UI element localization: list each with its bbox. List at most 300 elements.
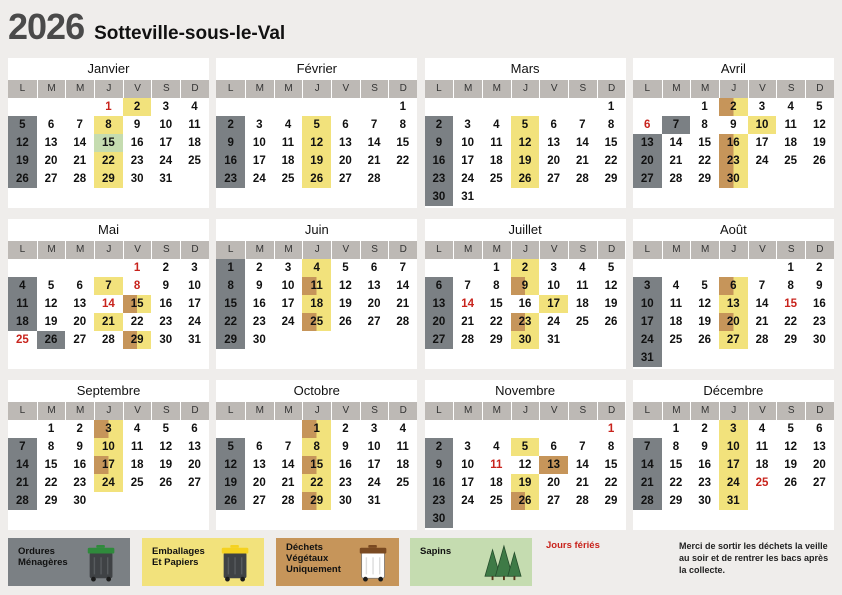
day-cell: 17 xyxy=(252,155,266,167)
days-grid xyxy=(633,98,834,188)
weekday-label: M xyxy=(482,241,511,259)
day-cell: 7 xyxy=(464,280,471,292)
day-cell: 3 xyxy=(191,262,198,274)
day-cell: 22 xyxy=(94,152,123,170)
day-cell: 10 xyxy=(367,441,381,453)
day-cell: 30 xyxy=(812,334,826,346)
day-cell: 16 xyxy=(425,474,454,492)
weekday-header xyxy=(8,80,209,98)
day-cell: 10 xyxy=(633,295,662,313)
day-cell: 30 xyxy=(159,334,173,346)
weekday-label: M xyxy=(245,80,274,98)
empty-cell xyxy=(37,98,66,116)
day-cell: 8 xyxy=(787,280,794,292)
day-cell: 26 xyxy=(698,334,711,346)
day-cell: 1 xyxy=(399,101,406,113)
day-cell: 15 xyxy=(784,298,798,310)
empty-cell xyxy=(302,98,331,116)
day-cell: 21 xyxy=(8,474,37,492)
day-cell: 29 xyxy=(489,334,503,346)
day-cell: 16 xyxy=(812,298,826,310)
empty-cell xyxy=(274,420,303,438)
day-cell: 28 xyxy=(281,495,295,507)
weekday-label: L xyxy=(425,80,454,98)
day-cell: 26 xyxy=(338,316,352,328)
weekday-header xyxy=(8,241,209,259)
day-cell: 17 xyxy=(159,137,173,149)
legend-vegetaux-line3: Uniquement xyxy=(286,564,341,575)
day-cell: 7 xyxy=(94,277,123,295)
day-cell: 23 xyxy=(159,316,173,328)
day-cell: 8 xyxy=(607,441,615,453)
day-cell: 13 xyxy=(367,280,381,292)
month-name: Septembre xyxy=(76,383,141,398)
day-cell: 29 xyxy=(44,495,58,507)
day-cell: 12 xyxy=(518,459,532,471)
days-grid xyxy=(633,420,834,510)
empty-cell xyxy=(65,259,94,277)
day-cell: 29 xyxy=(94,170,123,188)
day-cell: 24 xyxy=(252,173,266,185)
day-cell: 18 xyxy=(396,459,410,471)
weekday-header xyxy=(216,241,417,259)
weekday-label: M xyxy=(453,402,482,420)
day-cell: 31 xyxy=(461,191,475,203)
days-grid xyxy=(425,420,626,528)
day-cell: 31 xyxy=(159,173,173,185)
weekday-header xyxy=(425,241,626,259)
weekday-label: M xyxy=(690,80,719,98)
day-cell: 3 xyxy=(633,277,662,295)
yellow-lid-bin-icon xyxy=(218,544,254,582)
day-cell: 21 xyxy=(755,316,769,328)
day-cell: 5 xyxy=(216,438,245,456)
day-cell: 17 xyxy=(633,313,662,331)
empty-cell xyxy=(748,259,777,277)
weekday-label: V xyxy=(748,241,777,259)
month-name: Avril xyxy=(720,61,746,76)
day-cell: 15 xyxy=(396,137,410,149)
day-cell: 7 xyxy=(633,438,662,456)
weekday-label: M xyxy=(65,80,94,98)
weekday-label: M xyxy=(274,402,303,420)
empty-cell xyxy=(662,98,691,116)
day-cell: 8 xyxy=(133,280,141,292)
year-title: 2026 xyxy=(8,6,85,47)
month-panel xyxy=(216,219,417,369)
day-cell: 18 xyxy=(755,459,769,471)
day-cell: 14 xyxy=(461,298,475,310)
day-cell: 24 xyxy=(94,474,123,492)
weekday-label: J xyxy=(302,402,331,420)
day-cell: 29 xyxy=(698,173,711,185)
weekday-label: V xyxy=(539,241,568,259)
day-cell: 29 xyxy=(669,495,683,507)
day-cell: 7 xyxy=(370,119,378,131)
brown-lid-bin-icon xyxy=(356,544,392,582)
day-cell: 29 xyxy=(604,495,618,507)
empty-cell xyxy=(539,420,568,438)
day-cell: 18 xyxy=(784,137,798,149)
weekday-label: D xyxy=(180,80,209,98)
day-cell: 26 xyxy=(511,170,540,188)
day-cell: 14 xyxy=(669,137,683,149)
day-cell: 28 xyxy=(755,334,769,346)
weekday-label: J xyxy=(94,402,123,420)
day-cell: 2 xyxy=(816,262,823,274)
days-grid xyxy=(216,98,417,188)
day-cell: 22 xyxy=(604,155,618,167)
day-cell: 19 xyxy=(8,152,37,170)
day-cell: 14 xyxy=(102,298,115,310)
day-cell: 7 xyxy=(399,262,406,274)
weekday-label: L xyxy=(425,402,454,420)
day-cell: 24 xyxy=(281,316,295,328)
day-cell: 22 xyxy=(489,316,503,328)
month-panel xyxy=(425,219,626,369)
day-cell: 26 xyxy=(812,155,826,167)
days-grid xyxy=(425,259,626,349)
day-cell: 20 xyxy=(44,155,58,167)
day-cell: 9 xyxy=(425,456,454,474)
legend-jours-feries: Jours fériés xyxy=(546,540,600,551)
day-cell: 10 xyxy=(461,137,475,149)
day-cell: 1 xyxy=(133,262,141,274)
day-cell: 25 xyxy=(130,477,144,489)
weekday-label: J xyxy=(719,402,748,420)
day-cell: 20 xyxy=(633,152,662,170)
calendar-grid xyxy=(8,58,834,532)
day-cell: 4 xyxy=(579,262,586,274)
day-cell: 17 xyxy=(755,137,769,149)
empty-cell xyxy=(425,98,454,116)
day-cell: 4 xyxy=(133,423,141,435)
day-cell: 12 xyxy=(784,441,798,453)
day-cell: 31 xyxy=(367,495,381,507)
empty-cell xyxy=(37,259,66,277)
day-cell: 12 xyxy=(44,298,58,310)
day-cell: 19 xyxy=(812,137,826,149)
day-cell: 18 xyxy=(302,295,331,313)
day-cell: 6 xyxy=(370,262,378,274)
day-cell: 27 xyxy=(338,173,352,185)
day-cell: 11 xyxy=(490,459,503,471)
weekday-label: S xyxy=(568,402,597,420)
empty-cell xyxy=(453,98,482,116)
day-cell: 19 xyxy=(159,459,173,471)
weekday-label: L xyxy=(216,402,245,420)
day-cell: 5 xyxy=(47,280,55,292)
day-cell: 26 xyxy=(784,477,798,489)
weekday-label: S xyxy=(776,402,805,420)
day-cell: 18 xyxy=(489,477,503,489)
day-cell: 29 xyxy=(784,334,798,346)
day-cell: 3 xyxy=(94,420,123,438)
day-cell: 10 xyxy=(252,137,266,149)
weekday-label: M xyxy=(65,402,94,420)
day-cell: 6 xyxy=(550,119,557,131)
empty-cell xyxy=(331,98,360,116)
day-cell: 11 xyxy=(131,441,144,453)
day-cell: 19 xyxy=(511,474,540,492)
day-cell: 21 xyxy=(633,474,662,492)
weekday-label: S xyxy=(151,80,180,98)
empty-cell xyxy=(633,259,662,277)
day-cell: 1 xyxy=(216,259,245,277)
day-cell: 18 xyxy=(575,298,589,310)
weekday-label: M xyxy=(453,241,482,259)
day-cell: 21 xyxy=(367,155,381,167)
day-cell: 30 xyxy=(425,510,454,528)
day-cell: 26 xyxy=(37,331,66,349)
day-cell: 25 xyxy=(15,334,29,346)
day-cell: 1 xyxy=(105,101,112,113)
day-cell: 23 xyxy=(698,477,711,489)
day-cell: 7 xyxy=(579,441,586,453)
day-cell: 15 xyxy=(302,456,331,474)
day-cell: 5 xyxy=(342,262,349,274)
day-cell: 5 xyxy=(511,116,540,134)
month-panel xyxy=(216,380,417,530)
empty-cell xyxy=(274,98,303,116)
day-cell: 8 xyxy=(302,438,331,456)
weekday-label: L xyxy=(8,241,37,259)
day-cell: 21 xyxy=(575,155,589,167)
weekday-label: J xyxy=(719,80,748,98)
weekday-label: L xyxy=(8,402,37,420)
day-cell: 14 xyxy=(281,459,295,471)
day-cell: 28 xyxy=(102,334,115,346)
weekday-header xyxy=(425,402,626,420)
legend-vegetaux-line1: Déchets xyxy=(286,542,323,553)
weekday-label: M xyxy=(453,80,482,98)
weekday-label: J xyxy=(302,80,331,98)
day-cell: 28 xyxy=(633,492,662,510)
empty-cell xyxy=(482,98,511,116)
month-name: Décembre xyxy=(703,383,764,398)
day-cell: 3 xyxy=(758,101,766,113)
empty-cell xyxy=(633,98,662,116)
weekday-label: M xyxy=(65,241,94,259)
day-cell: 30 xyxy=(73,495,87,507)
day-cell: 16 xyxy=(425,152,454,170)
day-cell: 22 xyxy=(396,155,410,167)
day-cell: 20 xyxy=(367,298,381,310)
weekday-label: D xyxy=(180,241,209,259)
day-cell: 5 xyxy=(816,101,823,113)
month-name: Mai xyxy=(98,222,119,237)
day-cell: 29 xyxy=(216,331,245,349)
empty-cell xyxy=(8,420,37,438)
day-cell: 12 xyxy=(338,280,352,292)
day-cell: 24 xyxy=(461,173,475,185)
legend-vegetaux-line2: Végétaux xyxy=(286,553,329,564)
weekday-label: M xyxy=(245,241,274,259)
empty-cell xyxy=(511,420,540,438)
day-cell: 12 xyxy=(604,280,618,292)
day-cell: 21 xyxy=(94,313,123,331)
legend-sapins xyxy=(410,538,532,586)
day-cell: 11 xyxy=(669,298,682,310)
month-panel xyxy=(216,58,417,208)
month-name: Novembre xyxy=(495,383,556,398)
month-name: Janvier xyxy=(87,61,130,76)
day-cell: 30 xyxy=(511,331,540,349)
day-cell: 3 xyxy=(464,119,471,131)
day-cell: 16 xyxy=(73,459,87,471)
weekday-label: S xyxy=(151,241,180,259)
day-cell: 9 xyxy=(342,441,349,453)
day-cell: 19 xyxy=(216,474,245,492)
day-cell: 4 xyxy=(284,119,292,131)
day-cell: 1 xyxy=(607,423,615,435)
day-cell: 31 xyxy=(719,492,748,510)
day-cell: 5 xyxy=(607,262,615,274)
day-cell: 28 xyxy=(8,492,37,510)
legend-sapins-label: Sapins xyxy=(420,546,452,557)
day-cell: 30 xyxy=(252,334,266,346)
day-cell: 6 xyxy=(816,423,823,435)
day-cell: 2 xyxy=(425,116,454,134)
day-cell: 3 xyxy=(256,119,263,131)
day-cell: 13 xyxy=(252,459,266,471)
day-cell: 24 xyxy=(633,331,662,349)
day-cell: 16 xyxy=(252,298,266,310)
city-title: Sotteville-sous-le-Val xyxy=(94,23,286,44)
day-cell: 25 xyxy=(489,173,503,185)
weekday-label: M xyxy=(662,80,691,98)
day-cell: 11 xyxy=(396,441,409,453)
day-cell: 25 xyxy=(755,477,769,489)
empty-cell xyxy=(511,98,540,116)
weekday-label: J xyxy=(511,241,540,259)
weekday-header xyxy=(633,241,834,259)
day-cell: 13 xyxy=(812,441,826,453)
day-cell: 23 xyxy=(216,170,245,188)
day-cell: 6 xyxy=(425,277,454,295)
day-cell: 27 xyxy=(633,170,662,188)
day-cell: 7 xyxy=(284,441,292,453)
day-cell: 2 xyxy=(123,98,152,116)
day-cell: 28 xyxy=(575,495,589,507)
day-cell: 4 xyxy=(191,101,198,113)
day-cell: 13 xyxy=(547,137,561,149)
day-cell: 16 xyxy=(719,134,748,152)
day-cell: 28 xyxy=(461,334,475,346)
day-cell: 25 xyxy=(489,495,503,507)
weekday-label: V xyxy=(123,241,152,259)
day-cell: 23 xyxy=(130,155,144,167)
weekday-label: S xyxy=(776,80,805,98)
day-cell: 2 xyxy=(719,98,748,116)
day-cell: 31 xyxy=(547,334,561,346)
day-cell: 11 xyxy=(302,277,331,295)
day-cell: 9 xyxy=(425,134,454,152)
day-cell: 30 xyxy=(425,188,454,206)
day-cell: 19 xyxy=(784,459,798,471)
day-cell: 22 xyxy=(216,313,245,331)
day-cell: 18 xyxy=(489,155,503,167)
day-cell: 26 xyxy=(511,492,540,510)
day-cell: 18 xyxy=(669,316,683,328)
day-cell: 4 xyxy=(493,119,500,131)
days-grid xyxy=(633,259,834,367)
weekday-label: J xyxy=(511,80,540,98)
day-cell: 27 xyxy=(73,334,87,346)
day-cell: 6 xyxy=(644,119,651,131)
weekday-label: M xyxy=(482,402,511,420)
weekday-label: V xyxy=(331,241,360,259)
day-cell: 30 xyxy=(719,170,748,188)
day-cell: 17 xyxy=(367,459,381,471)
weekday-label: D xyxy=(805,80,834,98)
day-cell: 28 xyxy=(367,173,381,185)
day-cell: 13 xyxy=(338,137,352,149)
day-cell: 9 xyxy=(76,441,83,453)
month-panel xyxy=(425,58,626,208)
day-cell: 21 xyxy=(73,155,87,167)
day-cell: 1 xyxy=(607,101,615,113)
day-cell: 14 xyxy=(73,137,87,149)
day-cell: 2 xyxy=(76,423,83,435)
day-cell: 7 xyxy=(8,438,37,456)
day-cell: 23 xyxy=(338,477,352,489)
day-cell: 2 xyxy=(216,116,245,134)
day-cell: 21 xyxy=(281,477,295,489)
day-cell: 9 xyxy=(701,441,708,453)
day-cell: 6 xyxy=(550,441,557,453)
day-cell: 14 xyxy=(755,298,769,310)
day-cell: 5 xyxy=(701,280,708,292)
days-grid xyxy=(8,98,209,188)
day-cell: 15 xyxy=(44,459,58,471)
weekday-label: L xyxy=(633,241,662,259)
legend-ordures-menageres xyxy=(8,538,130,586)
day-cell: 26 xyxy=(216,492,245,510)
day-cell: 19 xyxy=(338,298,352,310)
month-name: Juillet xyxy=(508,222,542,237)
weekday-label: M xyxy=(274,241,303,259)
day-cell: 28 xyxy=(73,173,87,185)
day-cell: 6 xyxy=(256,441,263,453)
day-cell: 15 xyxy=(489,298,503,310)
month-panel xyxy=(633,58,834,208)
day-cell: 16 xyxy=(698,459,711,471)
day-cell: 20 xyxy=(252,477,266,489)
weekday-label: J xyxy=(94,80,123,98)
day-cell: 15 xyxy=(698,137,711,149)
day-cell: 12 xyxy=(812,119,826,131)
day-cell: 10 xyxy=(748,116,777,134)
day-cell: 25 xyxy=(669,334,683,346)
day-cell: 4 xyxy=(302,259,331,277)
empty-cell xyxy=(539,98,568,116)
day-cell: 11 xyxy=(281,137,295,149)
empty-cell xyxy=(719,259,748,277)
day-cell: 26 xyxy=(604,316,618,328)
days-grid xyxy=(216,259,417,349)
month-panel xyxy=(425,380,626,530)
day-cell: 14 xyxy=(575,137,589,149)
legend-dechets-vegetaux xyxy=(276,538,399,586)
day-cell: 25 xyxy=(188,155,201,167)
weekday-label: L xyxy=(216,80,245,98)
day-cell: 28 xyxy=(575,173,589,185)
day-cell: 12 xyxy=(511,134,540,152)
day-cell: 2 xyxy=(256,262,263,274)
day-cell: 8 xyxy=(94,116,123,134)
day-cell: 4 xyxy=(787,101,794,113)
